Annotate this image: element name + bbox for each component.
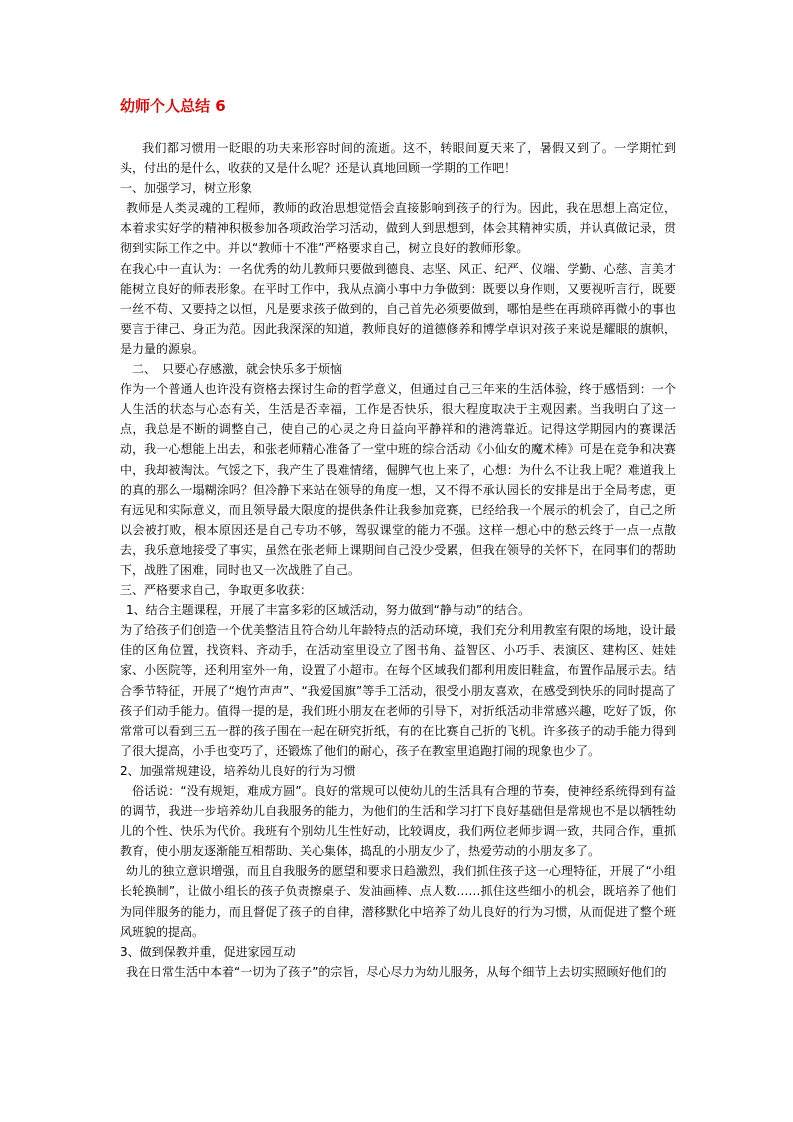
subsection-heading-2: 2、加强常规建设，培养幼儿良好的行为习惯 xyxy=(120,763,356,778)
document-title: 幼师个人总结 6 xyxy=(120,97,226,115)
paragraph: 为了给孩子们创造一个优美整洁且符合幼儿年龄特点的活动环境，我们充分利用教室有限的场地，设计最佳的区角位置，找资料、齐动手，在活动室里设立了图书角、益智区、小巧手、表演区、建构区、娃娃家、小医院等，还利用室外一角，设置了小超市。在每个区域我们都利用废旧鞋盒，布置作品展示去。结合季节特征，开展了“炮竹声声”、“我爱国旗”等手工活动，很受小朋友喜欢，在感受到快乐的同时提高了孩子们动手能力。值得一提的是，我们班小朋友在老师的引导下，对折纸活动非常感兴趣，吃好了饭，你常常可以看到三五一群的孩子围在一起在研究折纸，有的在比赛自己折的飞机。许多孩子的动手能力得到了很大提高，小手也变巧了，还锻炼了他们的耐心，孩子在教室里追跑打闹的现象也少了。 xyxy=(120,623,676,758)
section-heading-1: 一、加强学习，树立形象 xyxy=(120,181,253,196)
paragraph: 作为一个普通人也许没有资格去探讨生命的哲学意义，但通过自己三年来的生活体验，终于感悟到：一个人生活的状态与心态有关，生活是否幸福，工作是否快乐，很大程度取决于主观因素。当我明白了这一点，我总是不断的调整自己，使自己的心灵之舟日益向平静祥和的港湾靠近。记得这学期园内的赛课活动，我一心想能上出去，和张老师精心准备了一堂中班的综合活动《小仙女的魔术棒》可是在竞争和决赛中，我却被淘汰。气馁之下，我产生了畏难情绪，倔脾气也上来了，心想：为什么不让我上呢？难道我上的真的那么一塌糊涂吗？但冷静下来站在领导的角度一想，又不得不承认园长的安排是出于全局考虑，更有远见和实际意义，而且领导最大限度的提供条件让我参加竞赛，已经给我一个展示的机会了，自己之所以会被打败，根本原因还是自己专功不够，驾驭课堂的能力不强。这样一想心中的愁云终于一点一点散去，我乐意地接受了事实，虽然在张老师上课期间自己没少受累，但我在领导的关怀下，在同事们的帮助下，战胜了困难，同时也又一次战胜了自己。 xyxy=(120,382,676,577)
paragraph: 在我心中一直认为：一名优秀的幼儿教师只要做到德良、志坚、风正、纪严、仪端、学勤、心慈、言美才能树立良好的师表形象。在平时工作中，我从点滴小事中力争做到：既要以身作则，又要视听言行，既要一丝不苟、又要持之以恒，凡是要求孩子做到的，自己首先必须要做到，哪怕是些在再琐碎再微小的事也要言于律己、身正为范。因此我深深的知道，教师良好的道德修养和博学卓识对孩子来说是耀眼的旗帜，是力量的源泉。 xyxy=(120,261,676,356)
section-heading-2: 二、 只要心存感激，就会快乐多于烦恼 xyxy=(132,362,343,377)
paragraph: 我在日常生活中本着“一切为了孩子”的宗旨，尽心尽力为幼儿服务，从每个细节上去切实照顾好他们的 xyxy=(126,964,667,979)
paragraph: 俗话说：“没有规矩，难成方圆”。良好的常规可以使幼儿的生活具有合理的节奏，使神经系统得到有益的调节，我进一步培养幼儿自我服务的能力，为他们的生活和学习打下良好基础但是常规也不是以牺牲幼儿的个性、快乐为代价。我班有个别幼儿生性好动，比较调皮，我们两位老师步调一致，共同合作，重抓教育，使小朋友逐渐能互相帮助、关心集体，捣乱的小朋友少了，热爱劳动的小朋友多了。 xyxy=(120,784,676,859)
subsection-heading-1: 1、结合主题课程，开展了丰富多彩的区域活动，努力做到“静与动”的结合。 xyxy=(126,603,531,618)
paragraph: 教师是人类灵魂的工程师，教师的政治思想觉悟会直接影响到孩子的行为。因此，我在思想上高定位，本着求实好学的精神积极参加各项政治学习活动，做到人到思想到，体会其精神实质，并认真做记录，贯彻到实际工作之中。并以“教师十不准”严格要求自己，树立良好的教师形象。 xyxy=(120,201,676,256)
section-heading-3: 三、严格要求自己，争取更多收获： xyxy=(120,583,313,598)
paragraph: 幼儿的独立意识增强，而且自我服务的愿望和要求日趋激烈，我们抓住孩子这一心理特征，开展了“小组长轮换制”，让做小组长的孩子负责擦桌子、发油画棒、点人数……抓住这些细小的机会，既培养了他们为同伴服务的能力，而且督促了孩子的自律，潜移默化中培养了幼儿良好的行为习惯，从而促进了整个班风班貌的提高。 xyxy=(120,864,676,939)
subsection-heading-3: 3、做到保教并重，促进家园互动 xyxy=(120,944,296,959)
paragraph-intro: 我们都习惯用一眨眼的功夫来形容时间的流逝。这不，转眼间夏天来了，暑假又到了。一学期忙到头，付出的是什么，收获的又是什么呢？还是认真地回顾一学期的工作吧！ xyxy=(120,141,676,176)
document-body xyxy=(120,138,676,982)
